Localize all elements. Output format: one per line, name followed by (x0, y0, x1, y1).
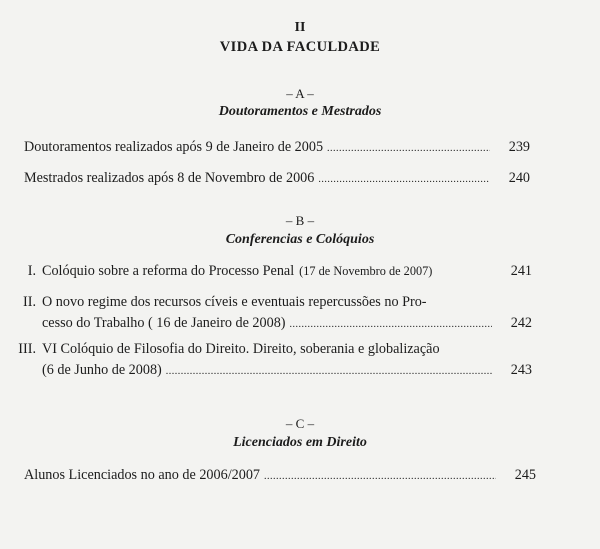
page-number: 239 (508, 139, 530, 155)
entry-text-line2: (6 de Junho de 2008) (42, 362, 162, 378)
dot-leader (327, 138, 490, 159)
page-number: 242 (510, 315, 532, 331)
entry-text: Mestrados realizados após 8 de Novembro de 2006 (24, 170, 315, 186)
section-b-title: Conferencias e Colóquios (225, 232, 375, 247)
dot-leader (264, 466, 496, 487)
page-title: VIDA DA FACULDADE (219, 39, 381, 55)
entry-date-note: (17 de Novembro de 2007) (299, 264, 433, 278)
page-number: 245 (514, 467, 536, 483)
toc-entry[interactable] (16, 261, 532, 282)
entry-text-line1: O novo regime dos recursos cíveis e eventuais repercussões no Pro- (42, 294, 427, 310)
toc-entry[interactable] (16, 339, 532, 382)
page-number: 241 (510, 263, 532, 279)
dot-leader (318, 169, 490, 190)
chapter-number: II (294, 20, 306, 35)
section-a-letter: – A – (286, 86, 314, 101)
dot-leader (290, 314, 492, 335)
toc-entry[interactable] (24, 137, 530, 159)
entry-text-line1: VI Colóquio de Filosofia do Direito. Direito, soberania e globalização (42, 341, 440, 357)
entry-number: III. (18, 341, 36, 357)
entry-text-line2: cesso do Trabalho ( 16 de Janeiro de 2008) (42, 315, 286, 331)
page-number: 243 (510, 362, 532, 378)
entry-number: II. (23, 294, 36, 310)
toc-entry[interactable] (16, 292, 532, 335)
section-b-letter: – B – (285, 213, 315, 228)
section-c-letter: – C – (285, 416, 315, 431)
entry-text: Alunos Licenciados no ano de 2006/2007 (24, 467, 261, 483)
entry-text: Doutoramentos realizados após 9 de Janeiro de 2005 (24, 139, 324, 155)
page-number: 240 (508, 170, 530, 186)
section-c-title: Licenciados em Direito (233, 435, 367, 450)
toc-entry[interactable] (24, 168, 530, 190)
entry-text: Colóquio sobre a reforma do Processo Penal (42, 263, 295, 279)
section-a-title: Doutoramentos e Mestrados (218, 104, 382, 119)
toc-entry[interactable] (24, 465, 536, 487)
dot-leader (166, 361, 492, 382)
entry-number: I. (27, 263, 36, 279)
